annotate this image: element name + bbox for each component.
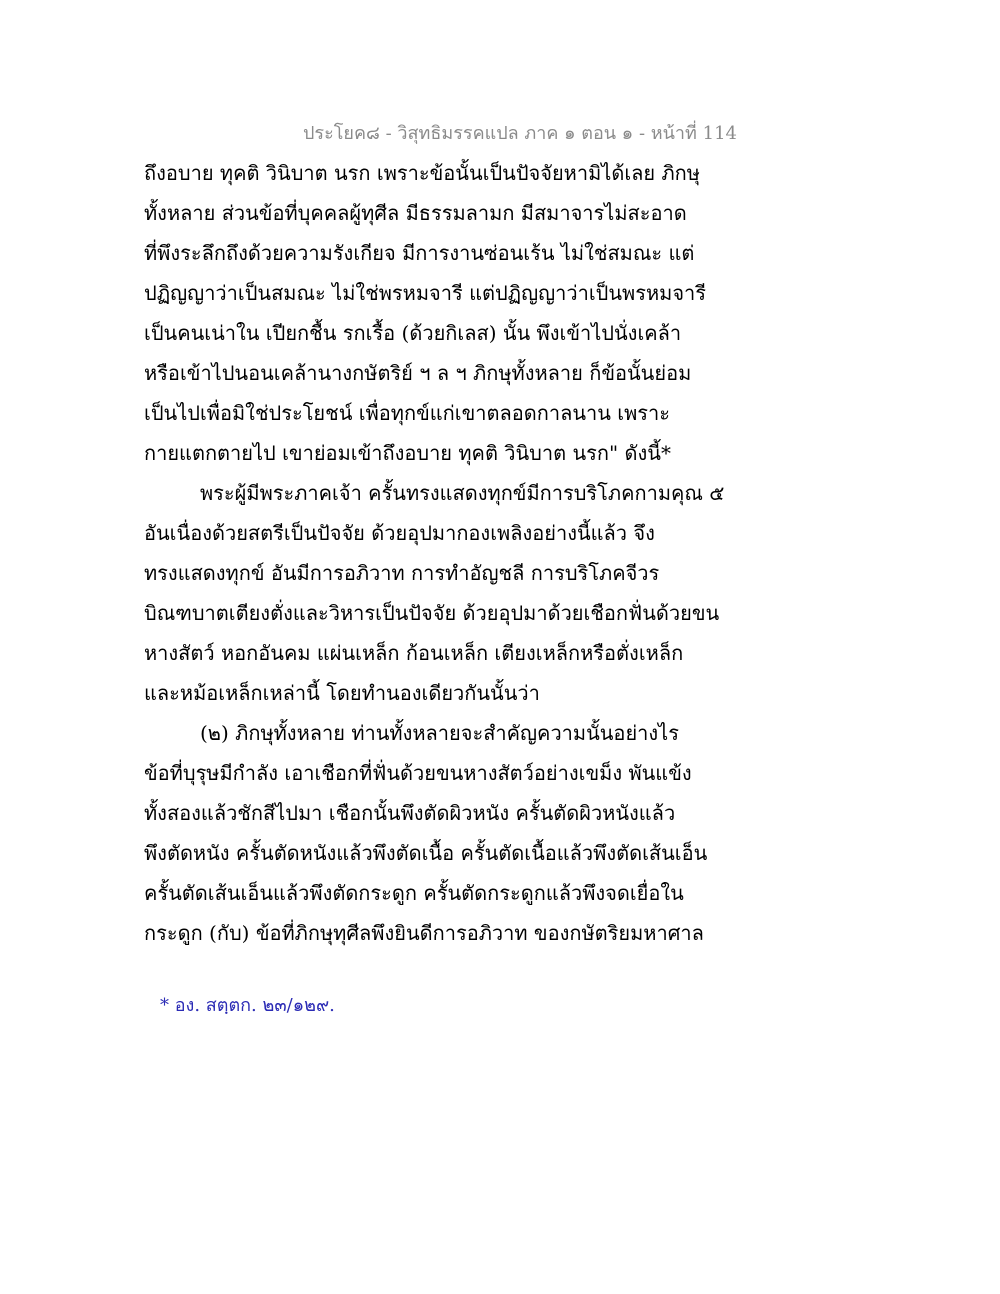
text-line: ที่พึงระลึกถึงด้วยความรังเกียจ มีการงานซ่อนเร้น ไม่ใช่สมณะ แต่: [144, 241, 695, 265]
text-line: บิณฑบาตเตียงตั่งและวิหารเป็นปัจจัย ด้วยอุปมาด้วยเชือกฟั่นด้วยขน: [144, 601, 720, 625]
paragraph-start-line: พระผู้มีพระภาคเจ้า ครั้นทรงแสดงทุกข์มีการบริโภคกามคุณ ๕: [200, 481, 724, 505]
text-line: เป็นคนเน่าใน เปียกชื้น รกเรื้อ (ด้วยกิเลส) นั้น พึงเข้าไปนั่งเคล้า: [144, 321, 682, 345]
text-line: ปฏิญญาว่าเป็นสมณะ ไม่ใช่พรหมจารี แต่ปฏิญญาว่าเป็นพรหมจารี: [144, 281, 707, 305]
text-line: ถึงอบาย ทุคติ วินิบาต นรก เพราะข้อนั้นเป็นปัจจัยหามิได้เลย ภิกษุ: [144, 161, 700, 185]
text-line: กระดูก (กับ) ข้อที่ภิกษุทุศีลพึงยินดีการอภิวาท ของกษัตริยมหาศาล: [144, 921, 704, 945]
footnote: * อง. สตฺตก. ๒๓/๑๒๙.: [160, 995, 335, 1016]
page-header: ประโยค๘ - วิสุทธิมรรคแปล ภาค ๑ ตอน ๑ - หน้าที่ 114: [303, 123, 737, 144]
text-line: ครั้นตัดเส้นเอ็นแล้วพึงตัดกระดูก ครั้นตัดกระดูกแล้วพึงจดเยื่อใน: [144, 881, 684, 905]
text-line: หางสัตว์ หอกอันคม แผ่นเหล็ก ก้อนเหล็ก เตียงเหล็กหรือตั่งเหล็ก: [144, 641, 684, 665]
text-line: และหม้อเหล็กเหล่านี้ โดยทำนองเดียวกันนั้นว่า: [144, 681, 540, 705]
text-line: ทรงแสดงทุกข์ อันมีการอภิวาท การทำอัญชลี การบริโภคจีวร: [144, 561, 660, 585]
text-line: กายแตกตายไป เขาย่อมเข้าถึงอบาย ทุคติ วินิบาต นรก" ดังนี้*: [144, 441, 671, 465]
text-line: เป็นไปเพื่อมิใช่ประโยชน์ เพื่อทุกข์แก่เขาตลอดกาลนาน เพราะ: [144, 401, 670, 425]
paragraph-start-line: (๒) ภิกษุทั้งหลาย ท่านทั้งหลายจะสำคัญความนั้นอย่างไร: [200, 721, 679, 745]
text-line: ทั้งสองแล้วชักสีไปมา เชือกนั้นพึงตัดผิวหนัง ครั้นตัดผิวหนังแล้ว: [144, 801, 676, 825]
text-line: อันเนื่องด้วยสตรีเป็นปัจจัย ด้วยอุปมากองเพลิงอย่างนี้แล้ว จึง: [144, 521, 655, 545]
text-line: หรือเข้าไปนอนเคล้านางกษัตริย์ ฯ ล ฯ ภิกษุทั้งหลาย ก็ข้อนั้นย่อม: [144, 361, 692, 385]
text-line: ทั้งหลาย ส่วนข้อที่บุคคลผู้ทุศีล มีธรรมลามก มีสมาจารไม่สะอาด: [144, 201, 687, 225]
text-line: ข้อที่บุรุษมีกำลัง เอาเชือกที่ฟั่นด้วยขนหางสัตว์อย่างเขม็ง พันแข้ง: [144, 761, 692, 785]
body-text: [144, 153, 724, 953]
text-line: พึงตัดหนัง ครั้นตัดหนังแล้วพึงตัดเนื้อ ครั้นตัดเนื้อแล้วพึงตัดเส้นเอ็น: [144, 841, 708, 865]
